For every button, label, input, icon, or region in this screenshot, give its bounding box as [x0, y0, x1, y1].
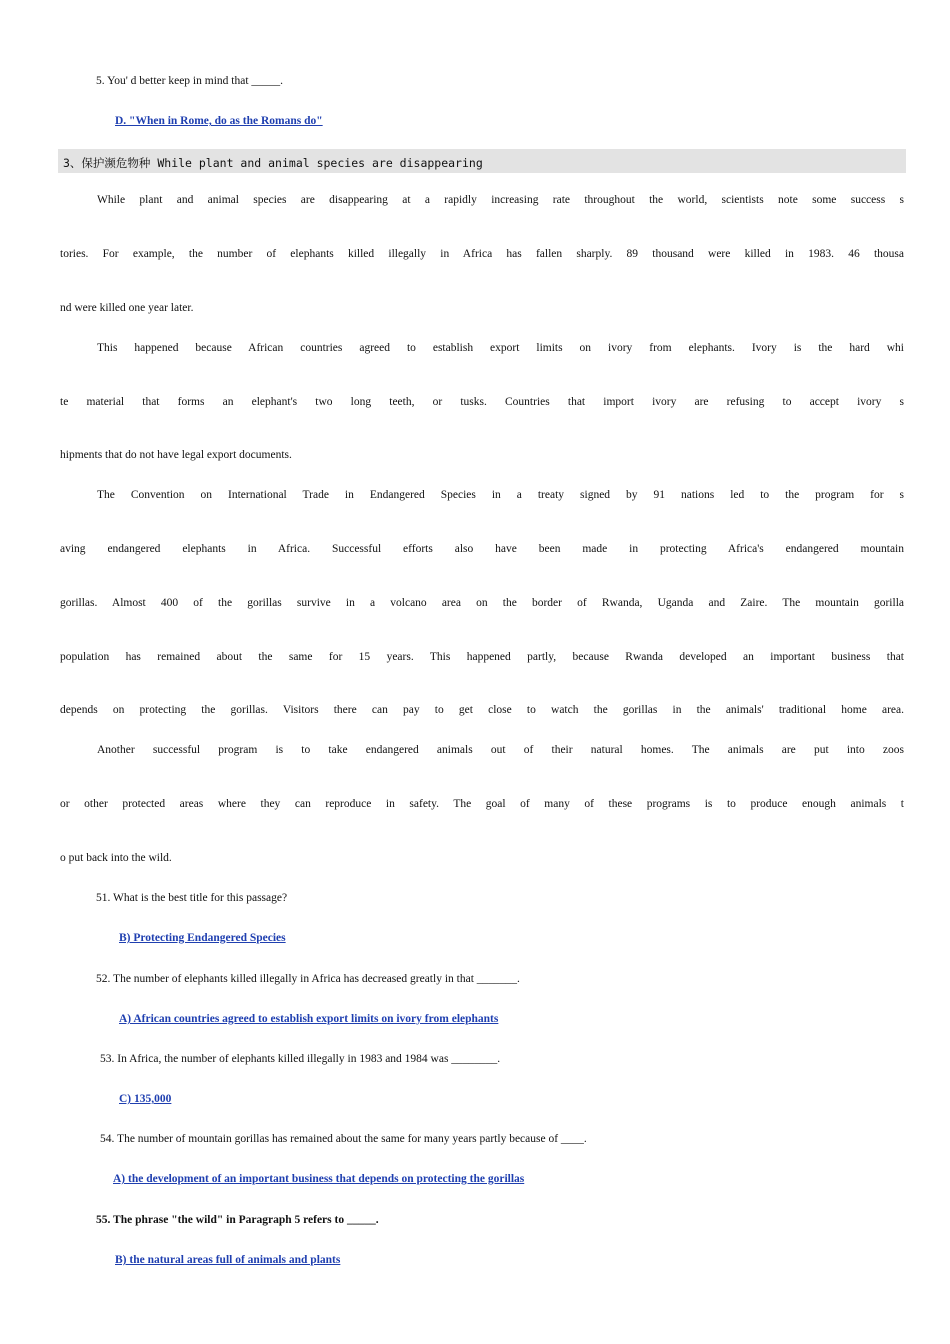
section-heading: 3、保护濒危物种 While plant and animal species are disappearing [63, 156, 483, 170]
question-52: 52. The number of elephants killed illegally in Africa has decreased greatly in that _______. [96, 973, 520, 985]
passage-line: te material that forms an elephant's two long teeth, or tusks. Countries that import ivory are refusing to accept ivory s [60, 396, 904, 408]
passage-line: hipments that do not have legal export documents. [60, 449, 292, 461]
passage-line: o put back into the wild. [60, 852, 172, 864]
question-51: 51. What is the best title for this passage? [96, 892, 288, 904]
passage-line: nd were killed one year later. [60, 302, 194, 314]
answer-51: B) Protecting Endangered Species [119, 932, 286, 944]
passage-line: depends on protecting the gorillas. Visitors there can pay to get close to watch the gorillas in the animals' traditional home area. [60, 704, 904, 716]
passage-line: Another successful program is to take endangered animals out of their natural homes. The animals are put into zoos [97, 744, 904, 756]
passage-line: While plant and animal species are disappearing at a rapidly increasing rate throughout the world, scientists note some success s [97, 194, 904, 206]
answer-52: A) African countries agreed to establish export limits on ivory from elephants [119, 1013, 499, 1025]
passage-line: tories. For example, the number of elephants killed illegally in Africa has fallen sharply. 89 thousand were killed in 1983. 46 thousa [60, 248, 904, 260]
question-55: 55. The phrase "the wild" in Paragraph 5 refers to _____. [96, 1214, 379, 1226]
passage-line: or other protected areas where they can reproduce in safety. The goal of many of these programs is to produce enough animals t [60, 798, 904, 810]
passage-line: gorillas. Almost 400 of the gorillas survive in a volcano area on the border of Rwanda, Uganda and Zaire. The mountain gorilla [60, 597, 904, 609]
passage-line: The Convention on International Trade in Endangered Species in a treaty signed by 91 nations led to the program for s [97, 489, 904, 501]
passage-line: This happened because African countries agreed to establish export limits on ivory from elephants. Ivory is the hard whi [97, 342, 904, 354]
question-54: 54. The number of mountain gorillas has remained about the same for many years partly because of ____. [100, 1133, 587, 1145]
question-53: 53. In Africa, the number of elephants killed illegally in 1983 and 1984 was ________. [100, 1053, 501, 1065]
passage-line: aving endangered elephants in Africa. Successful efforts also have been made in protecting Africa's endangered mountain [60, 543, 904, 555]
answer-5: D. "When in Rome, do as the Romans do" [115, 115, 323, 127]
question-5: 5. You' d better keep in mind that _____. [96, 75, 284, 87]
answer-55: B) the natural areas full of animals and plants [115, 1254, 341, 1266]
answer-54: A) the development of an important business that depends on protecting the gorillas [113, 1173, 525, 1185]
passage-line: population has remained about the same for 15 years. This happened partly, because Rwanda developed an important business that [60, 651, 904, 663]
answer-53: C) 135,000 [119, 1093, 172, 1105]
